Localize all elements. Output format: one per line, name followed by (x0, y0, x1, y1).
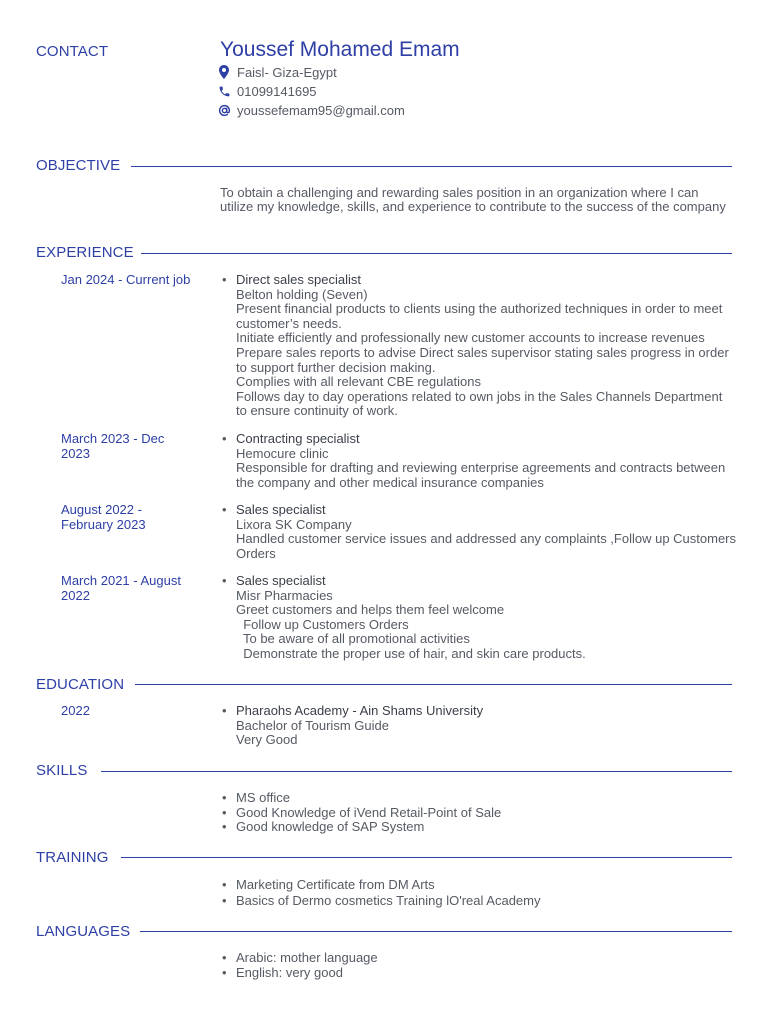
training-list (236, 877, 736, 908)
education-divider (135, 684, 732, 685)
skills-heading: SKILLS (36, 762, 88, 779)
training-divider (121, 857, 732, 858)
job-duty: Present financial products to clients using the authorized techniques in order to meet customer’s needs. (236, 301, 723, 331)
job-duty: To be aware of all promotional activities (236, 631, 470, 647)
phone-row (216, 83, 317, 99)
location-row (216, 64, 337, 80)
grade: Very Good (236, 732, 298, 748)
experience-date: March 2021 - August 2022 (61, 573, 181, 603)
education-date: 2022 (61, 703, 90, 718)
job-duty: Follow up Customers Orders (236, 616, 409, 632)
experience-date: August 2022 - February 2023 (61, 502, 146, 532)
job-duty: Complies with all relevant CBE regulations (236, 374, 481, 390)
experience-entry (236, 432, 736, 490)
contact-heading: CONTACT (36, 43, 109, 60)
experience-entry (236, 503, 736, 561)
company-name: Belton holding (Seven) (236, 286, 368, 302)
job-title: • Sales specialist (236, 503, 736, 518)
job-duty: Initiate efficiently and professionally new customer accounts to increase revenues (236, 330, 705, 346)
list-item: • Good Knowledge of iVend Retail-Point of Sale (236, 806, 736, 821)
experience-divider (141, 253, 732, 254)
experience-date: Jan 2024 - Current job (61, 272, 191, 287)
company-name: Lixora SK Company (236, 516, 352, 532)
at-sign-icon (216, 102, 232, 118)
company-name: Misr Pharmacies (236, 587, 333, 603)
degree: Bachelor of Tourism Guide (236, 717, 389, 733)
experience-date: March 2023 - Dec 2023 (61, 431, 165, 461)
job-duty: Responsible for drafting and reviewing enterprise agreements and contracts between the company and other medical insurance companies (236, 460, 726, 490)
candidate-name: Youssef Mohamed Emam (220, 38, 460, 61)
list-item: • Arabic: mother language (236, 951, 736, 966)
experience-heading: EXPERIENCE (36, 244, 134, 261)
experience-entry (236, 273, 736, 419)
languages-list (236, 951, 736, 980)
objective-text: To obtain a challenging and rewarding sales position in an organization where I can utilize my knowledge, skills, and experience to contribute to the success of the company (220, 185, 726, 215)
education-heading: EDUCATION (36, 676, 125, 693)
job-duty: Handled customer service issues and addressed any complaints ,Follow up Customers Orders (236, 531, 737, 561)
location-pin-icon (216, 64, 232, 80)
objective-heading: OBJECTIVE (36, 157, 121, 174)
school-name: • Pharaohs Academy - Ain Shams University (236, 704, 736, 719)
job-duty: Follows day to day operations related to own jobs in the Sales Channels Department to ensure continuity of work. (236, 388, 723, 419)
experience-entry (236, 574, 736, 662)
objective-divider (131, 166, 732, 167)
email-row (216, 102, 405, 118)
job-title: • Sales specialist (236, 574, 736, 589)
languages-divider (140, 931, 732, 932)
list-item: • MS office (236, 791, 736, 806)
languages-heading: LANGUAGES (36, 923, 131, 940)
list-item: • Good knowledge of SAP System (236, 820, 736, 835)
skills-divider (101, 771, 732, 772)
training-heading: TRAINING (36, 849, 109, 866)
list-item: • English: very good (236, 966, 736, 981)
company-name: Hemocure clinic (236, 445, 329, 461)
phone-icon (216, 83, 232, 99)
job-title: • Direct sales specialist (236, 273, 736, 288)
phone-text: 01099141695 (237, 83, 317, 99)
job-duty: Demonstrate the proper use of hair, and skin care products. (236, 645, 586, 661)
skills-list (236, 791, 736, 835)
job-duty: Prepare sales reports to advise Direct sales supervisor stating sales progress in order to support further decision making. (236, 344, 729, 375)
list-item: • Marketing Certificate from DM Arts (236, 877, 736, 893)
job-duty: Greet customers and helps them feel welcome (236, 602, 505, 618)
list-item: • Basics of Dermo cosmetics Training lO'real Academy (236, 893, 736, 909)
education-entry (236, 704, 736, 748)
job-title: • Contracting specialist (236, 432, 736, 447)
email-text[interactable]: youssefemam95@gmail.com (237, 102, 405, 118)
location-text: Faisl- Giza-Egypt (237, 64, 337, 80)
